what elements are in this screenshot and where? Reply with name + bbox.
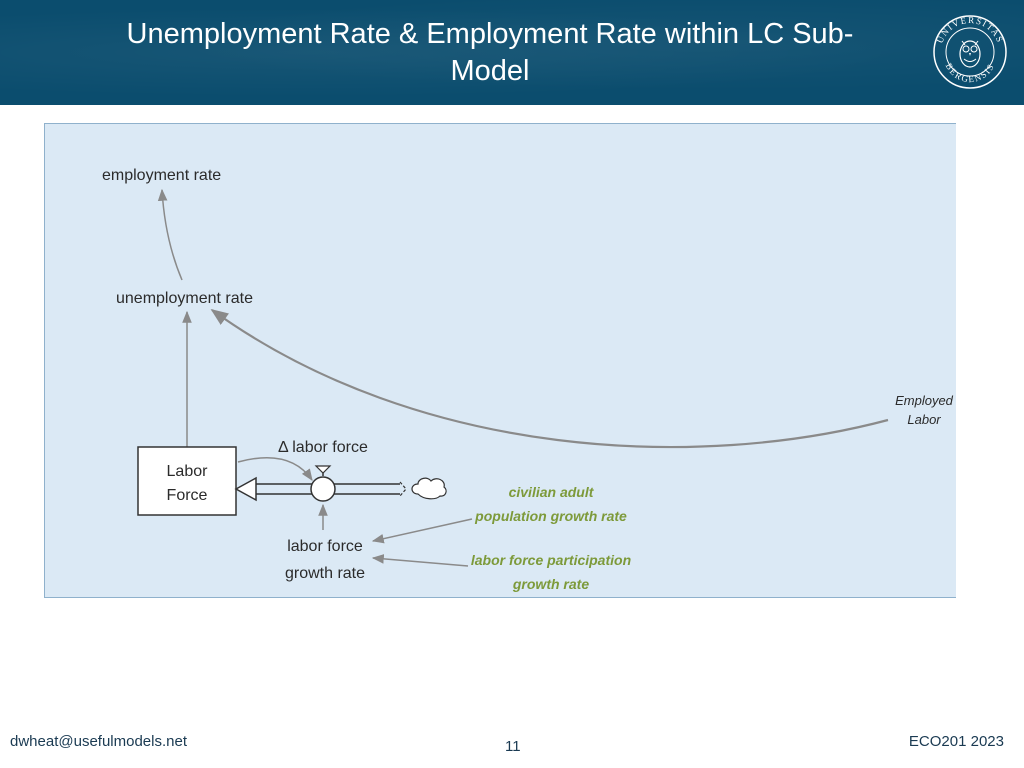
svg-text:UNIVERSITAS: UNIVERSITAS xyxy=(934,14,1006,45)
footer-email: dwheat@usefulmodels.net xyxy=(10,733,187,750)
labor-force-growth-label-2: growth rate xyxy=(284,565,366,582)
labor-force-label-1: Labor xyxy=(166,463,208,480)
labor-force-label-2: Force xyxy=(166,487,208,504)
employment-rate-label: employment rate xyxy=(102,167,222,184)
footer-course: ECO201 2023 xyxy=(908,733,1004,750)
connector-civilian-to-growthrate xyxy=(373,519,472,541)
page-number: 11 xyxy=(505,738,521,755)
civilian-adult-label-2: population growth rate xyxy=(475,508,627,524)
employed-labor-label-1: Employed xyxy=(895,393,953,408)
connector-laborforce-to-flow xyxy=(238,458,312,480)
unemployment-rate-label: unemployment rate xyxy=(116,290,253,307)
svg-text:BERGENSIS: BERGENSIS xyxy=(943,61,997,85)
title-line-2: Model xyxy=(450,55,530,87)
civilian-adult-label-1: civilian adult xyxy=(508,484,594,500)
title-line-1: Unemployment Rate & Employment Rate within LC Sub- xyxy=(126,18,854,50)
participation-label-2: growth rate xyxy=(512,576,590,592)
cloud-source-icon xyxy=(400,478,446,499)
employed-labor-label-2: Labor xyxy=(907,412,941,427)
flow-valve-icon xyxy=(311,466,335,501)
connector-employed-to-unemployment xyxy=(212,310,888,447)
labor-force-growth-label-1: labor force xyxy=(287,538,363,555)
connector-unemployment-to-employment xyxy=(162,190,182,280)
delta-labor-force-label: Δ labor force xyxy=(278,439,368,456)
labor-force-stock xyxy=(138,447,236,515)
connector-participation-to-growthrate xyxy=(373,558,468,566)
participation-label-1: labor force participation xyxy=(470,552,632,568)
